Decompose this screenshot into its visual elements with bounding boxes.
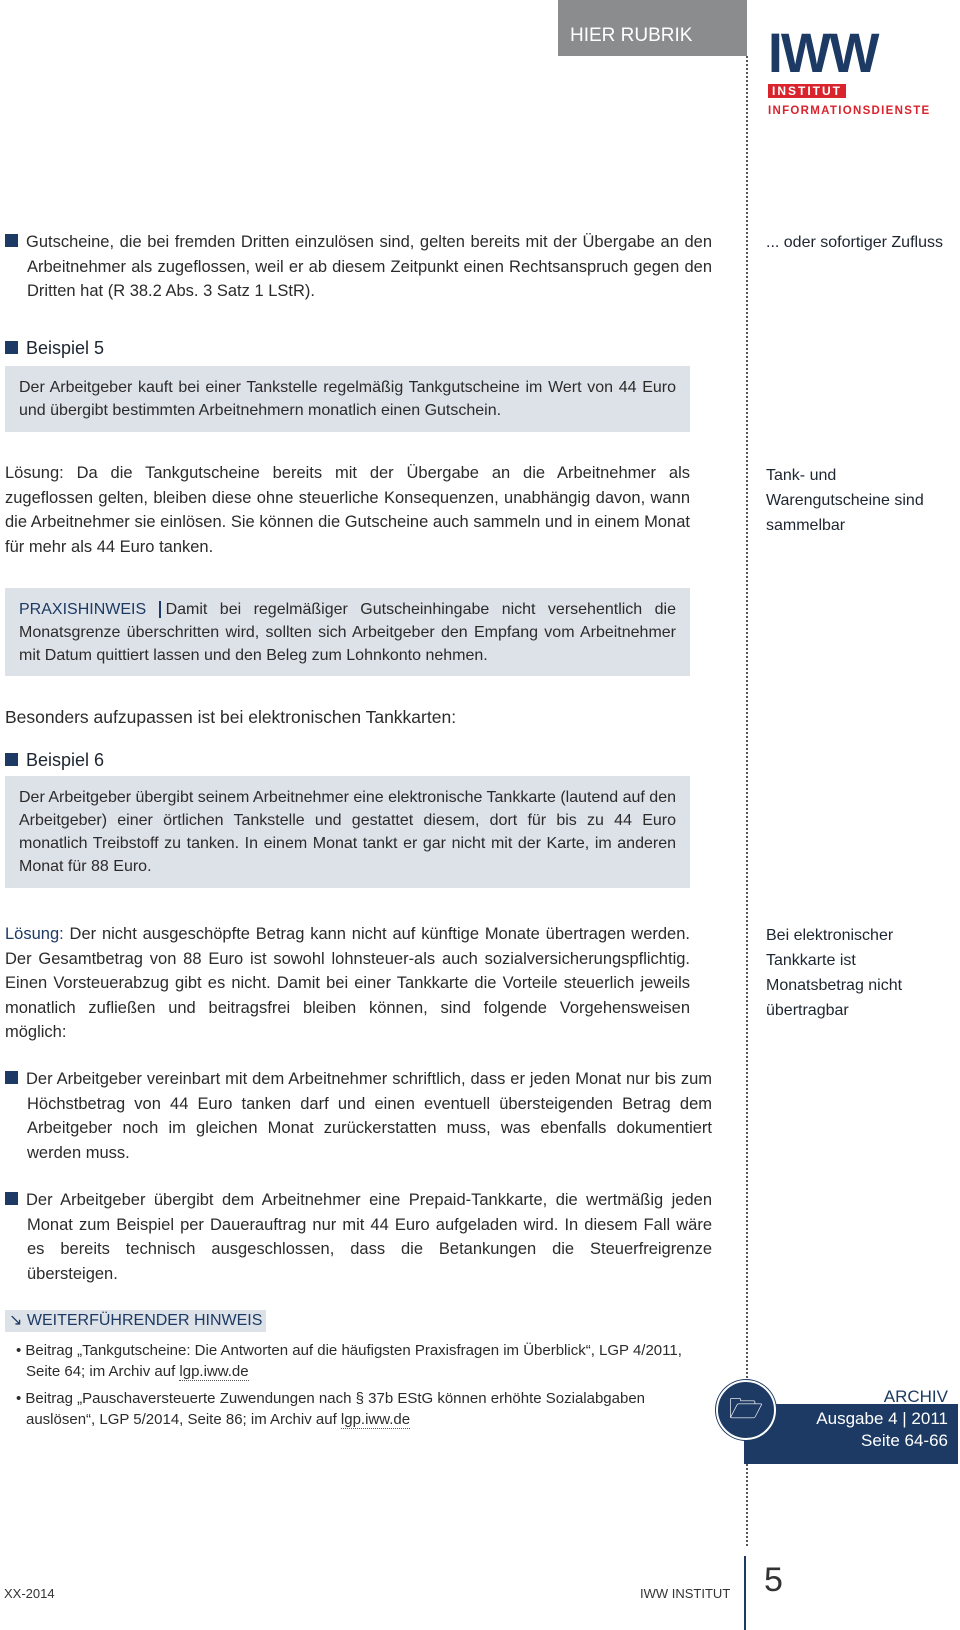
square-bullet-icon	[5, 1192, 18, 1205]
solution-text: Der nicht ausgeschöpfte Betrag kann nicht auf künftige Monate übertragen werden. Der Gesamtbetrag von 88 Euro ist sowohl lohnsteuer-als auch sozialversicherungspflichtig. Einen Vorsteuerabzug gibt es nicht. Damit bei einer Tankkarte die Vorteile steuerlich jeweils monatlich zufließen und beitragsfrei bleiben können, sind folgende Vorgehensweisen möglich:	[5, 925, 690, 1041]
reference-item: • Beitrag „Pauschaversteuerte Zuwendungen nach § 37b EStG können erhöhte Sozialabgaben auslösen“, LGP 5/2014, Seite 86; im Archiv auf lgp.iww.de	[16, 1390, 646, 1428]
practice-note-label: PRAXISHINWEIS	[19, 601, 147, 618]
archive-info	[816, 1386, 948, 1452]
example-title: Beispiel 5	[26, 338, 105, 358]
divider	[746, 56, 748, 1546]
example-title: Beispiel 6	[26, 750, 105, 770]
archive-link[interactable]: lgp.iww.de	[179, 1363, 249, 1380]
margin-note-1: ... oder sofortiger Zufluss	[766, 234, 943, 251]
footer-divider	[744, 1556, 746, 1630]
reference-text: Beitrag „Tankgutscheine: Die Antworten auf die häufigsten Praxisfragen im Überblick“, LGP 4/2011, Seite 64; im Archiv auf	[25, 1342, 682, 1380]
intro-bullet	[5, 230, 712, 304]
solution-label: Lösung:	[5, 925, 64, 943]
footer-issue: XX-2014	[4, 1586, 55, 1601]
tank-cards-intro: Besonders aufzupassen ist bei elektronischen Tankkarten:	[5, 707, 457, 727]
list-item	[5, 1188, 712, 1286]
arrow-down-right-icon: ↘	[9, 1312, 23, 1329]
footer-publisher: IWW INSTITUT	[640, 1586, 731, 1601]
example-5-title	[5, 336, 104, 361]
square-bullet-icon	[5, 341, 18, 354]
solution-1: Lösung: Da die Tankgutscheine bereits mit der Übergabe an die Arbeitnehmer als zugeflossen gelten, bleiben diese ohne steuerliche Konsequenzen, unabhängig davon, wann die Arbeitnehmer sie einlösen. Sie können die Gutscheine auch sammeln und in einem Monat für mehr als 44 Euro tanken.	[5, 464, 690, 556]
square-bullet-icon	[5, 234, 18, 247]
list-item-text: Der Arbeitgeber vereinbart mit dem Arbeitnehmer schriftlich, dass er jeden Monat nur bis zum Höchstbetrag von 44 Euro tanken darf und einen eventuell übersteigenden Betrag dem Arbeitgeber noch im gleichen Monat zurückerstatten muss, was ebenfalls dokumentiert werden muss.	[26, 1070, 712, 1162]
margin-note-3: Bei elektronischer Tankkarte ist Monatsbetrag nicht übertragbar	[766, 927, 903, 1019]
reference-item: • Beitrag „Tankgutscheine: Die Antworten auf die häufigsten Praxisfragen im Überblick“, LGP 4/2011, Seite 64; im Archiv auf lgp.iww.de	[16, 1342, 682, 1380]
intro-text: Gutscheine, die bei fremden Dritten einzulösen sind, gelten bereits mit der Übergabe an den Arbeitnehmer als zugeflossen, weil er ab diesem Zeitpunkt einen Rechtsanspruch gegen den Dritten hat (R 38.2 Abs. 3 Satz 1 LStR).	[26, 233, 712, 300]
list-item	[5, 1067, 712, 1165]
solution-2	[5, 922, 690, 1045]
example-5-box: Der Arbeitgeber kauft bei einer Tankstelle regelmäßig Tankgutscheine im Wert von 44 Euro und übergibt bestimmten Arbeitnehmern monatlich einen Gutschein.	[5, 366, 690, 432]
archive-issue: Ausgabe 4 | 2011	[816, 1409, 948, 1428]
iww-logo	[768, 21, 958, 119]
further-note-heading	[5, 1310, 266, 1332]
further-note-title: WEITERFÜHRENDER HINWEIS	[26, 1312, 263, 1329]
margin-note-2: Tank- und Warengutscheine sind sammelbar	[766, 467, 924, 534]
list-item-text: Der Arbeitgeber übergibt dem Arbeitnehmer eine Prepaid-Tankkarte, die wertmäßig jeden Monat zum Beispiel per Dauerauftrag nur mit 44 Euro aufgeladen wird. In diesem Fall wäre es bereits technisch ausgeschlossen, dass die Betankungen die Steuerfreigrenze übersteigen.	[26, 1191, 712, 1283]
square-bullet-icon	[5, 1071, 18, 1084]
square-bullet-icon	[5, 753, 18, 766]
archive-label: ARCHIV	[883, 1387, 948, 1406]
logo-institut: INSTITUT	[768, 84, 846, 98]
folder-icon: 🗁	[716, 1380, 776, 1440]
example-6-box: Der Arbeitgeber übergibt seinem Arbeitnehmer eine elektronische Tankkarte (lautend auf den Arbeitgeber) einer örtlichen Tankstelle und gestattet diesem, dort für bis zu 44 Euro monatlich Treibstoff zu tanken. In einem Monat tankt er gar nicht mit der Karte, im anderen Monat für 88 Euro.	[5, 776, 690, 888]
page-number: 5	[764, 1561, 783, 1599]
reference-list	[12, 1340, 684, 1436]
reference-text: Beitrag „Pauschaversteuerte Zuwendungen nach § 37b EStG können erhöhte Sozialabgaben auslösen“, LGP 5/2014, Seite 86; im Archiv auf	[25, 1390, 646, 1428]
example-6-title	[5, 748, 104, 773]
section-rubric: HIER RUBRIK	[558, 0, 747, 56]
practice-note-box	[5, 588, 690, 676]
practice-note-text: Damit bei regelmäßiger Gutscheinhingabe nicht versehentlich die Monatsgrenze überschritten wird, sollten sich Arbeitgeber den Empfang vom Arbeitnehmer mit Datum quittiert lassen und den Beleg zum Lohnkonto nehmen.	[19, 601, 676, 664]
logo-iww: IWW	[768, 21, 878, 84]
logo-sub: INFORMATIONSDIENSTE	[768, 104, 931, 117]
archive-pages: Seite 64-66	[861, 1431, 948, 1450]
archive-link[interactable]: lgp.iww.de	[340, 1411, 411, 1428]
